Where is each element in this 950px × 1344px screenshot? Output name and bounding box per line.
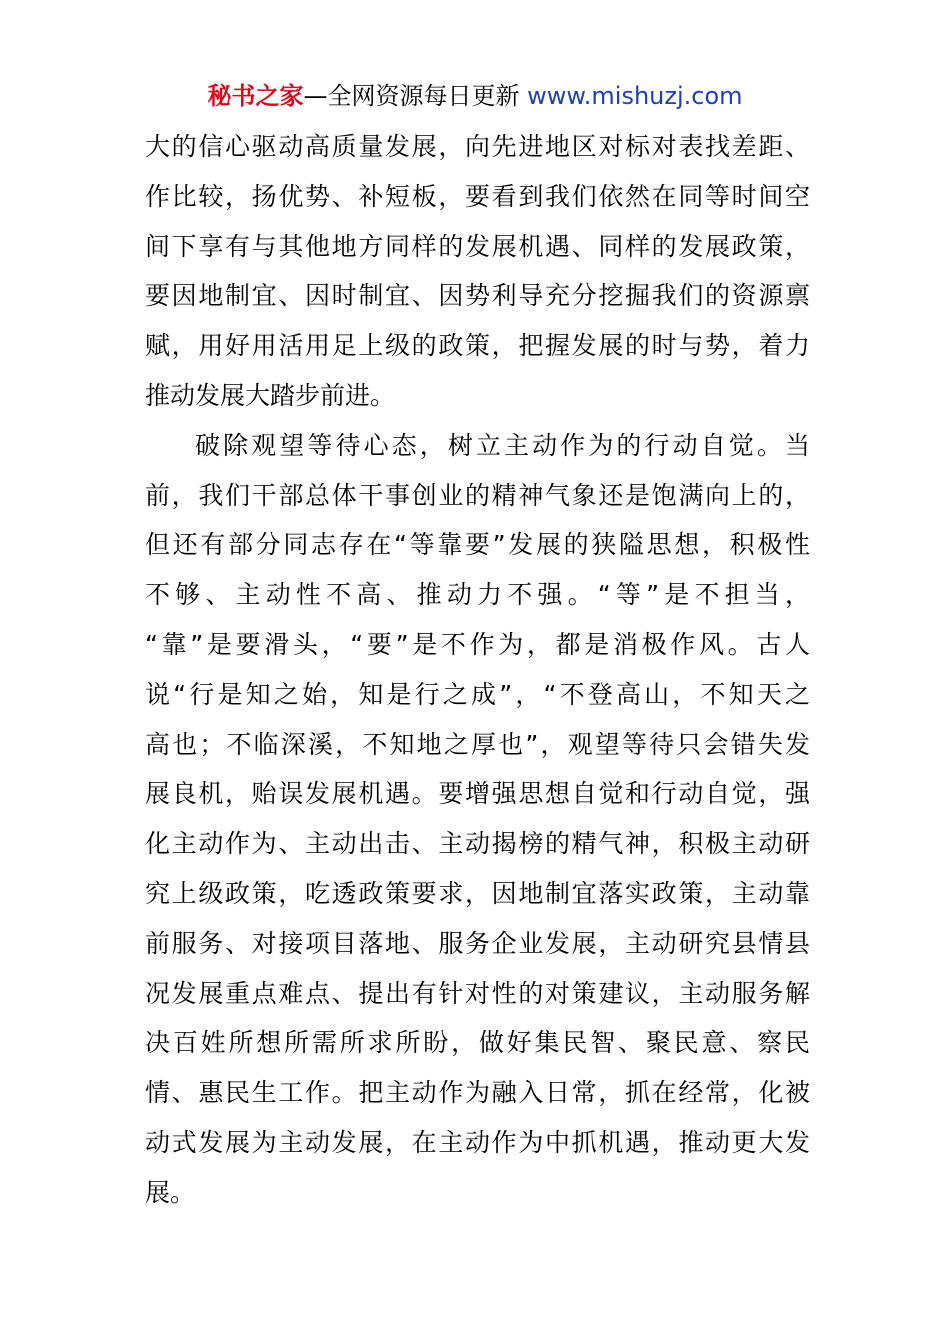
text-line: “靠”是要滑头，“要”是不作为，都是消极作风。古人: [145, 629, 810, 659]
text-line: 间下享有与其他地方同样的发展机遇、同样的发展政策，: [145, 231, 810, 261]
page-header: [0, 80, 950, 112]
text-line: 展。: [145, 1177, 196, 1207]
text-line: 赋，用好用活用足上级的政策，把握发展的时与势，着力: [145, 331, 810, 361]
paragraph-first-line: 破除观望等待心态，树立主动作为的行动自觉。当: [195, 430, 810, 460]
text-line: 动式发展为主动发展，在主动作为中抓机遇，推动更大发: [145, 1127, 810, 1157]
text-line: 前，我们干部总体干事创业的精神气象还是饱满向上的，: [145, 480, 810, 510]
text-line: 情、惠民生工作。把主动作为融入日常，抓在经常，化被: [145, 1078, 810, 1108]
text-line: 大的信心驱动高质量发展，向先进地区对标对表找差距、: [145, 132, 810, 161]
text-line: 推动发展大踏步前进。: [145, 380, 396, 410]
site-slogan: —全网资源每日更新: [303, 82, 528, 110]
text-line: 究上级政策，吃透政策要求，因地制宜落实政策，主动靠: [145, 878, 810, 908]
text-line: 作比较，扬优势、补短板，要看到我们依然在同等时间空: [145, 181, 810, 211]
site-url-link[interactable]: www.mishuzj.com: [527, 82, 743, 110]
document-body: [145, 122, 810, 1218]
text-line: 展良机，贻误发展机遇。要增强思想自觉和行动自觉，强: [145, 779, 810, 809]
text-line: 要因地制宜、因时制宜、因势利导充分挖掘我们的资源禀: [145, 281, 810, 311]
text-line: 前服务、对接项目落地、服务企业发展，主动研究县情县: [145, 928, 810, 958]
text-line: 说“行是知之始，知是行之成”，“不登高山，不知天之: [145, 679, 810, 709]
text-line: 况发展重点难点、提出有针对性的对策建议，主动服务解: [145, 978, 810, 1008]
text-line: 不够、主动性不高、推动力不强。“等”是不担当，: [145, 580, 810, 610]
text-line: 决百姓所想所需所求所盼，做好集民智、聚民意、察民: [145, 1028, 810, 1058]
site-brand: 秘书之家: [207, 82, 304, 110]
text-line: 但还有部分同志存在“等靠要”发展的狭隘思想，积极性: [145, 530, 810, 560]
text-line: 化主动作为、主动出击、主动揭榜的精气神，积极主动研: [145, 829, 810, 859]
text-line: 高也；不临深溪，不知地之厚也”，观望等待只会错失发: [145, 729, 810, 759]
